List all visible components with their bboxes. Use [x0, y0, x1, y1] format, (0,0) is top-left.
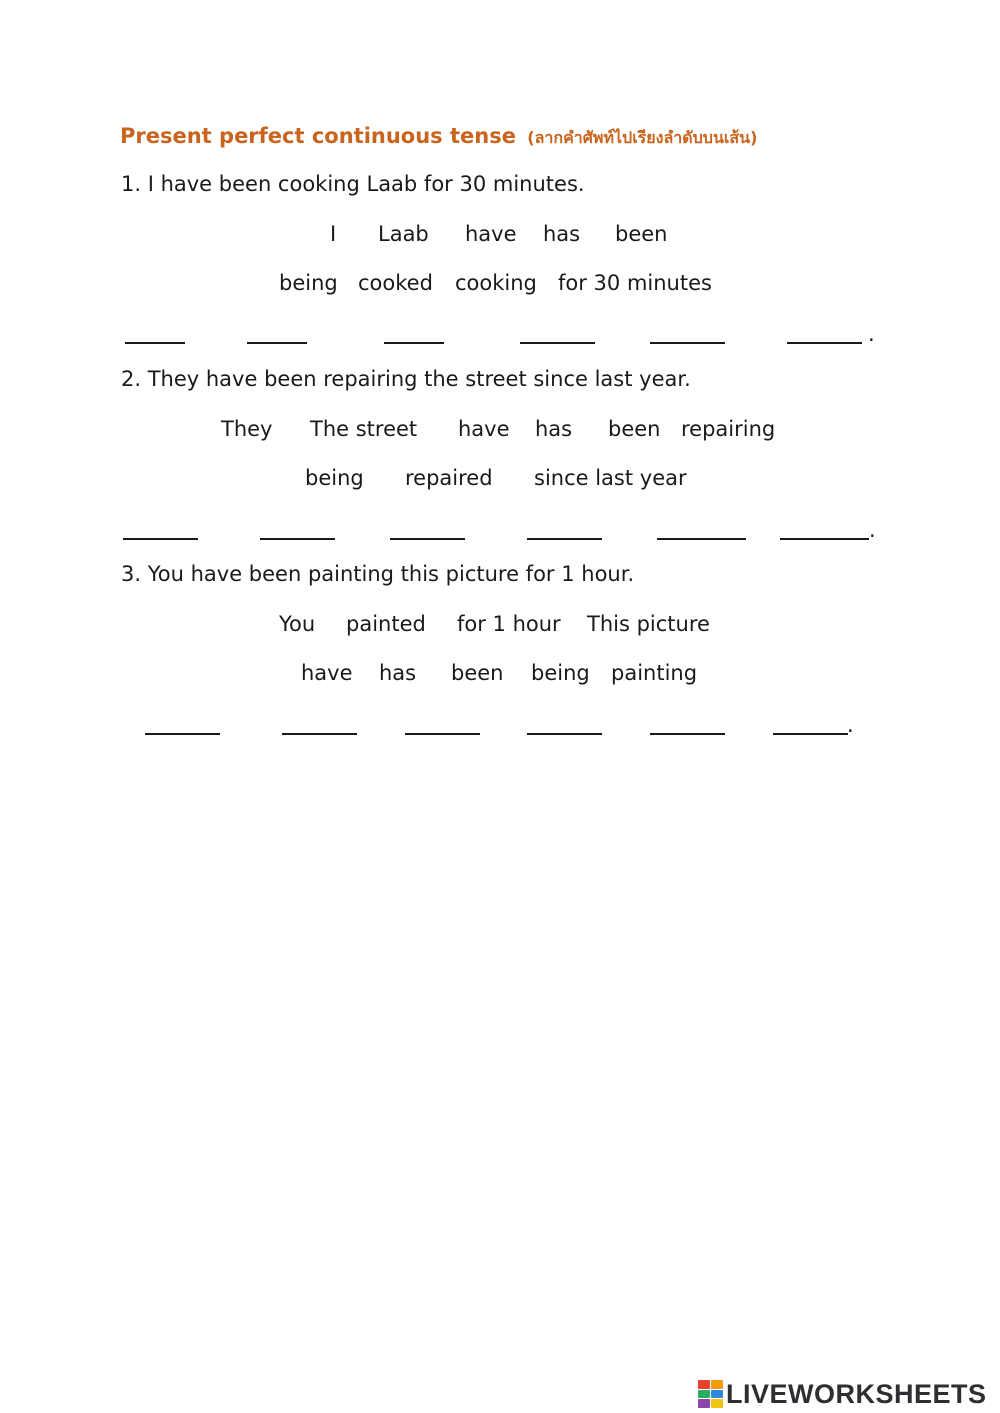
draggable-word[interactable]: has [535, 417, 573, 441]
draggable-word[interactable]: has [379, 661, 417, 685]
draggable-word[interactable]: repaired [405, 466, 493, 490]
draggable-word[interactable]: been [608, 417, 661, 441]
logo-text: LIVEWORKSHEETS [726, 1378, 987, 1409]
answer-drop-zone[interactable] [773, 733, 848, 735]
answer-drop-zone[interactable] [787, 342, 862, 344]
draggable-word[interactable]: for 30 minutes [558, 271, 712, 295]
answer-drop-zone[interactable] [390, 538, 465, 540]
draggable-word[interactable]: have [465, 222, 517, 246]
draggable-word[interactable]: cooked [358, 271, 433, 295]
answer-drop-zone[interactable] [123, 538, 198, 540]
draggable-word[interactable]: been [615, 222, 668, 246]
title-main: Present perfect continuous tense [120, 124, 516, 148]
draggable-word[interactable]: painted [346, 612, 426, 636]
draggable-word[interactable]: They [221, 417, 273, 441]
draggable-word[interactable]: for 1 hour [457, 612, 561, 636]
draggable-word[interactable]: This picture [587, 612, 710, 636]
draggable-word[interactable]: repairing [681, 417, 776, 441]
answer-drop-zone[interactable] [282, 733, 357, 735]
question-3-sentence: 3. You have been painting this picture for 1 hour. [121, 562, 635, 586]
answer-drop-zone[interactable] [260, 538, 335, 540]
answer-drop-zone[interactable] [650, 342, 725, 344]
answer-drop-zone[interactable] [247, 342, 307, 344]
draggable-word[interactable]: Laab [378, 222, 429, 246]
logo-grid-icon [698, 1380, 723, 1408]
answer-drop-zone[interactable] [780, 538, 869, 540]
draggable-word[interactable]: The street [310, 417, 418, 441]
answer-drop-zone[interactable] [384, 342, 444, 344]
liveworksheets-logo [698, 1376, 987, 1412]
answer-drop-zone[interactable] [650, 733, 725, 735]
answer-drop-zone[interactable] [520, 342, 595, 344]
answer-drop-zone[interactable] [657, 538, 746, 540]
sentence-end-period: . [868, 322, 875, 346]
draggable-word[interactable]: cooking [455, 271, 537, 295]
answer-drop-zone[interactable] [527, 733, 602, 735]
draggable-word[interactable]: I [330, 222, 337, 246]
answer-drop-zone[interactable] [527, 538, 602, 540]
answer-drop-zone[interactable] [125, 342, 185, 344]
draggable-word[interactable]: have [301, 661, 353, 685]
answer-drop-zone[interactable] [405, 733, 480, 735]
draggable-word[interactable]: have [458, 417, 510, 441]
answer-drop-zone[interactable] [145, 733, 220, 735]
draggable-word[interactable]: being [305, 466, 364, 490]
draggable-word[interactable]: You [279, 612, 316, 636]
question-1-sentence: 1. I have been cooking Laab for 30 minutes. [121, 172, 585, 196]
draggable-word[interactable]: painting [611, 661, 698, 685]
draggable-word[interactable]: being [531, 661, 590, 685]
question-2-sentence: 2. They have been repairing the street since last year. [121, 367, 691, 391]
title-instruction-thai: (ลากคำศัพท์ไปเรียงลำดับบนเส้น) [527, 128, 758, 147]
draggable-word[interactable]: been [451, 661, 504, 685]
draggable-word[interactable]: being [279, 271, 338, 295]
draggable-word[interactable]: has [543, 222, 581, 246]
sentence-end-period: . [869, 518, 876, 542]
draggable-word[interactable]: since last year [534, 466, 687, 490]
sentence-end-period: . [847, 713, 854, 737]
worksheet-title [120, 124, 757, 151]
